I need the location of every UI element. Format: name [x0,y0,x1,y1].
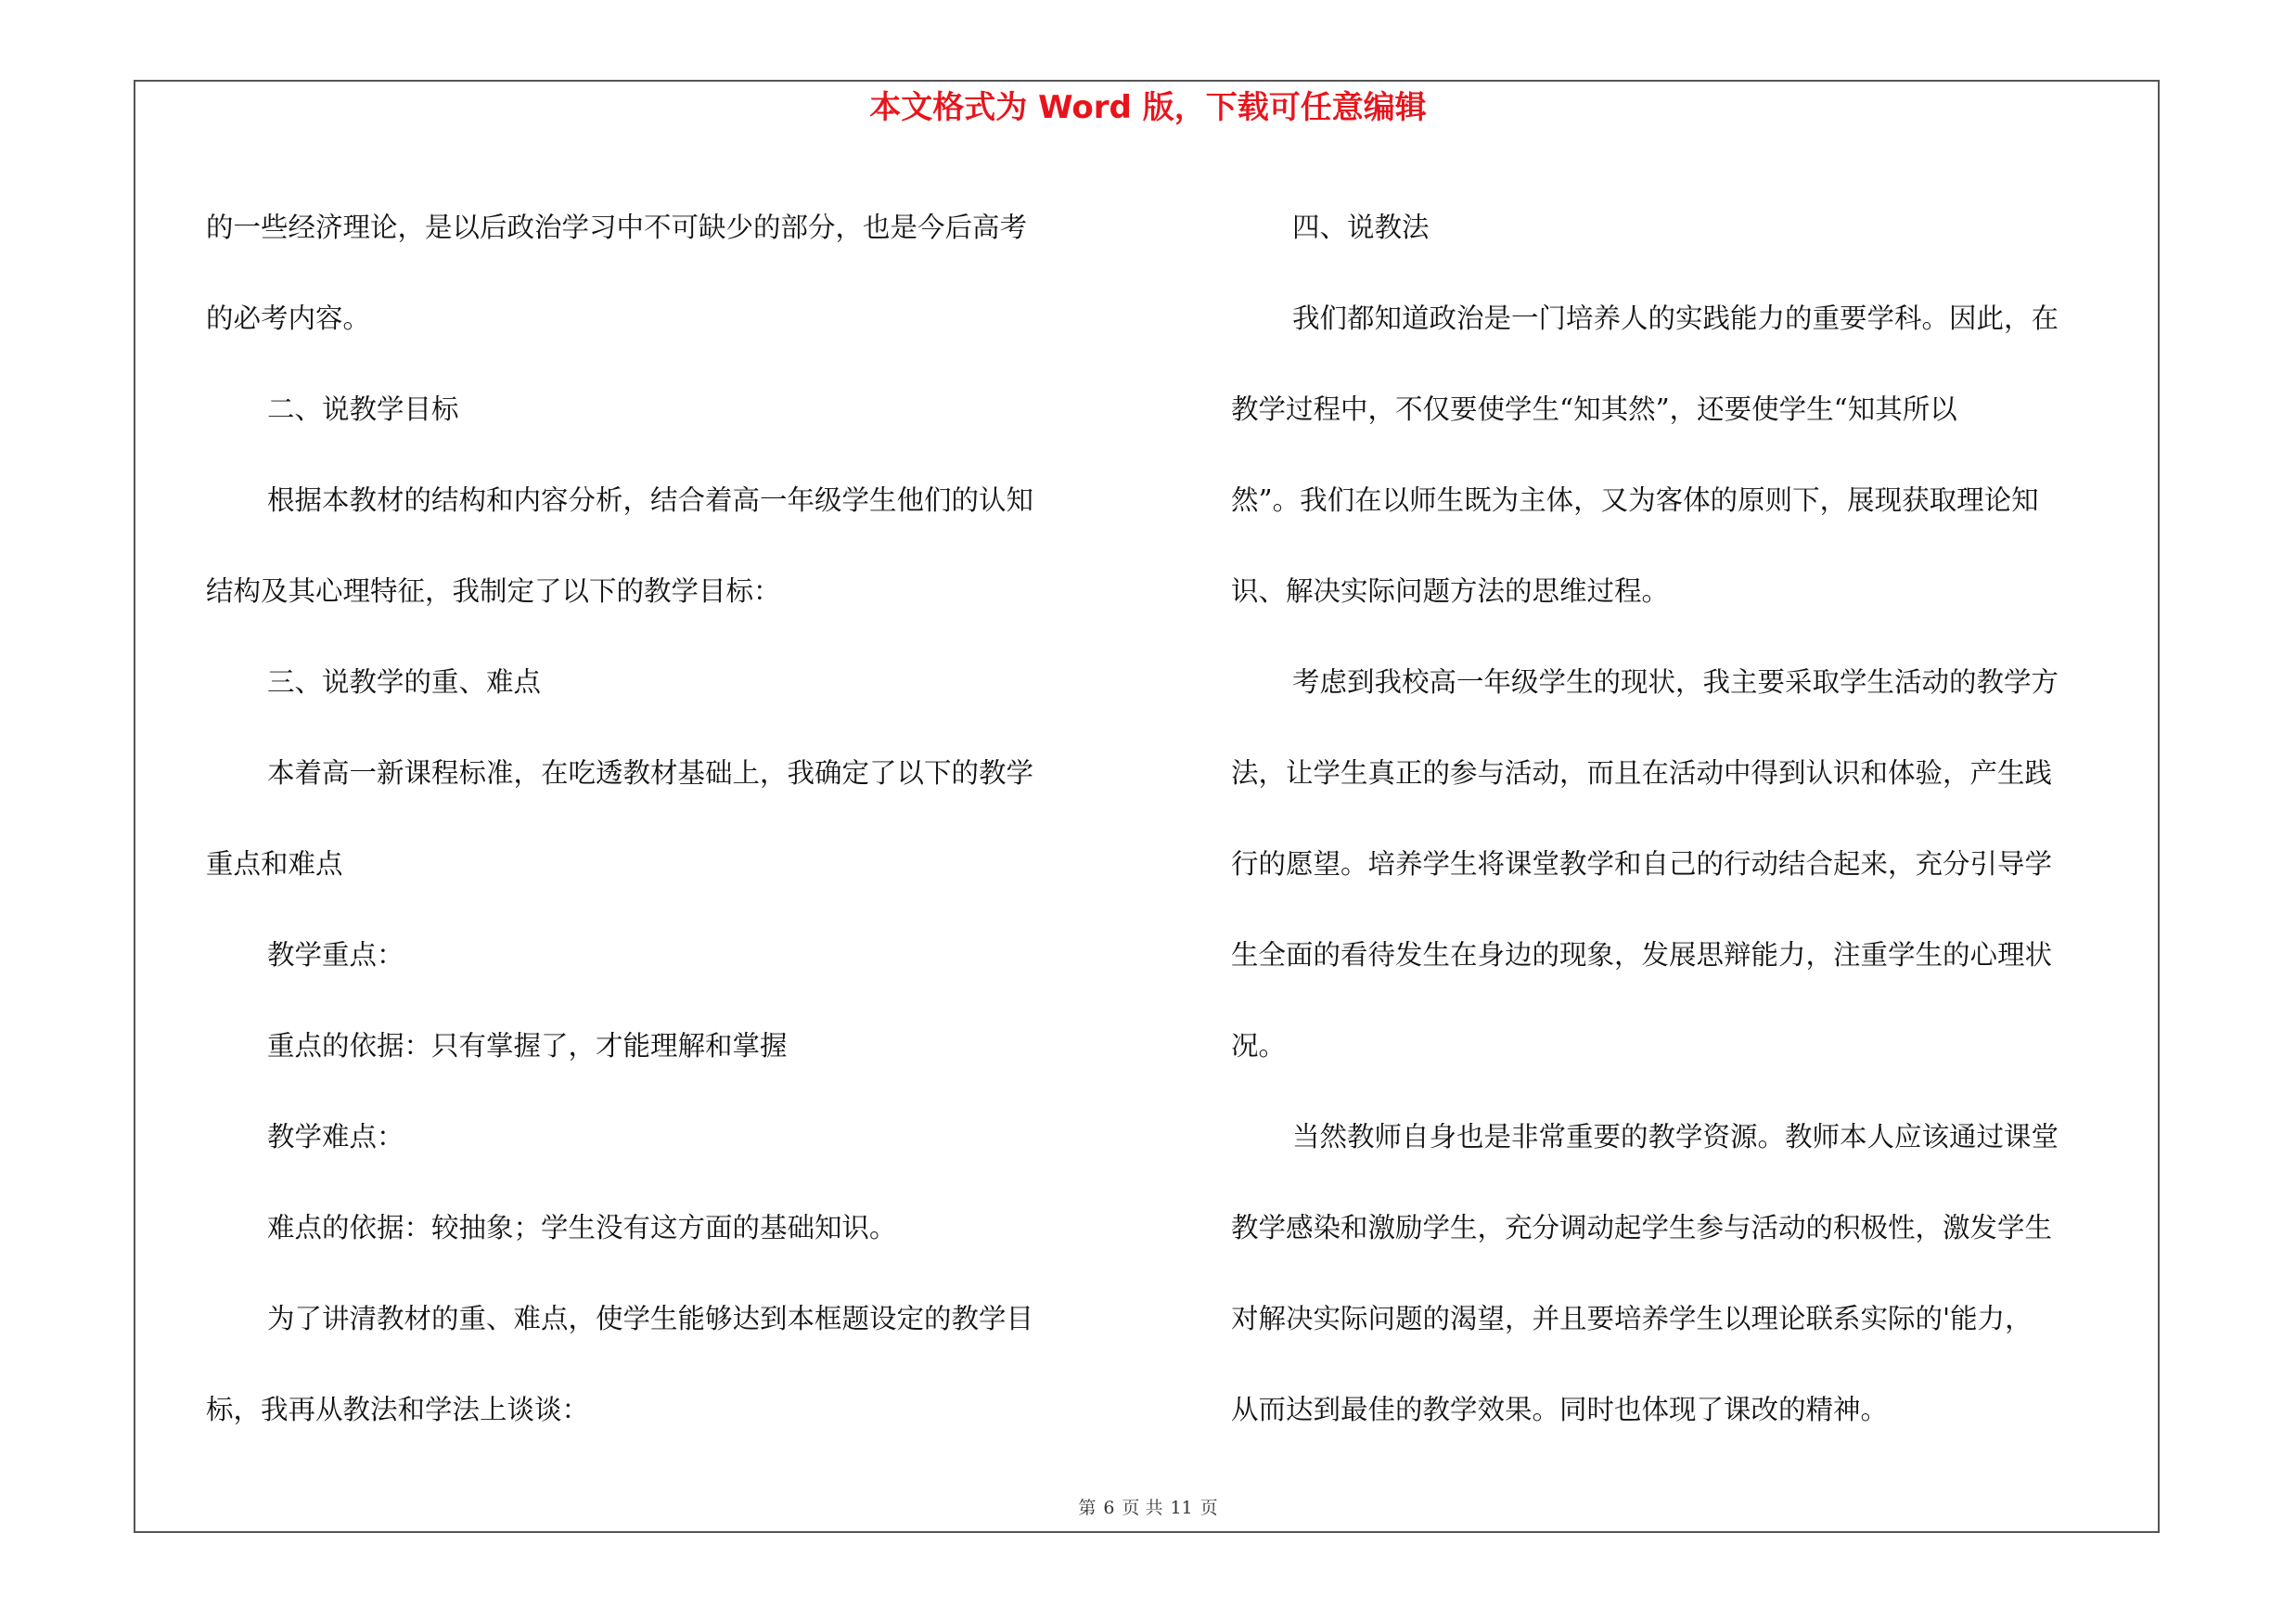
text-line: 教学难点： [267,1121,404,1153]
text-line: 的一些经济理论，是以后政治学习中不可缺少的部分，也是今后高考 [206,212,1028,243]
text-line: 根据本教材的结构和内容分析，结合着高一年级学生他们的认知 [267,484,1034,516]
text-line: 况。 [1231,1030,1287,1062]
text-line: 对解决实际问题的渴望，并且要培养学生以理论联系实际的'能力， [1231,1303,2033,1334]
text-line: 重点的依据：只有掌握了，才能理解和掌握 [267,1030,788,1062]
text-line: 当然教师自身也是非常重要的教学资源。教师本人应该通过课堂 [1292,1121,2059,1153]
text-line: 识、解决实际问题方法的思维过程。 [1231,575,1670,607]
right-column [1231,182,2157,1455]
header-banner: 本文格式为 Word 版，下载可任意编辑 [869,89,1427,126]
text-line: 的必考内容。 [206,303,371,334]
footer-total-pages: 11 [1170,1498,1193,1518]
text-line: 教学重点： [267,939,404,971]
left-column [206,182,1132,1455]
footer-suffix: 页 [1199,1498,1218,1518]
text-line: 从而达到最佳的教学效果。同时也体现了课改的精神。 [1231,1394,1889,1425]
text-line: 然”。我们在以师生既为主体，又为客体的原则下，展现获取理论知 [1231,484,2039,516]
footer-prefix: 第 [1078,1498,1097,1518]
text-line: 重点和难点 [206,848,343,880]
text-line: 法，让学生真正的参与活动，而且在活动中得到认识和体验，产生践 [1231,757,2053,789]
text-line: 为了讲清教材的重、难点，使学生能够达到本框题设定的教学目 [267,1303,1034,1334]
text-line: 标，我再从教法和学法上谈谈： [206,1394,590,1425]
text-line: 教学感染和激励学生，充分调动起学生参与活动的积极性，激发学生 [1231,1212,2053,1243]
text-line: 考虑到我校高一年级学生的现状，我主要采取学生活动的教学方 [1292,666,2059,698]
text-line: 教学过程中，不仅要使学生“知其然”，还要使学生“知其所以 [1231,393,1957,425]
text-line: 我们都知道政治是一门培养人的实践能力的重要学科。因此，在 [1292,303,2059,334]
text-line: 结构及其心理特征，我制定了以下的教学目标： [206,575,781,607]
text-line: 本着高一新课程标准，在吃透教材基础上，我确定了以下的教学 [267,757,1034,789]
text-line: 生全面的看待发生在身边的现象，发展思辩能力，注重学生的心理状 [1231,939,2053,971]
text-line: 三、说教学的重、难点 [267,666,542,698]
text-line: 四、说教法 [1292,212,1430,243]
footer-current-page: 6 [1103,1498,1115,1518]
text-line: 二、说教学目标 [267,393,459,425]
text-line: 难点的依据：较抽象；学生没有这方面的基础知识。 [267,1212,897,1243]
text-line: 行的愿望。培养学生将课堂教学和自己的行动结合起来，充分引导学 [1231,848,2053,880]
page-footer [0,1494,2296,1522]
footer-middle: 页 共 [1122,1498,1163,1518]
